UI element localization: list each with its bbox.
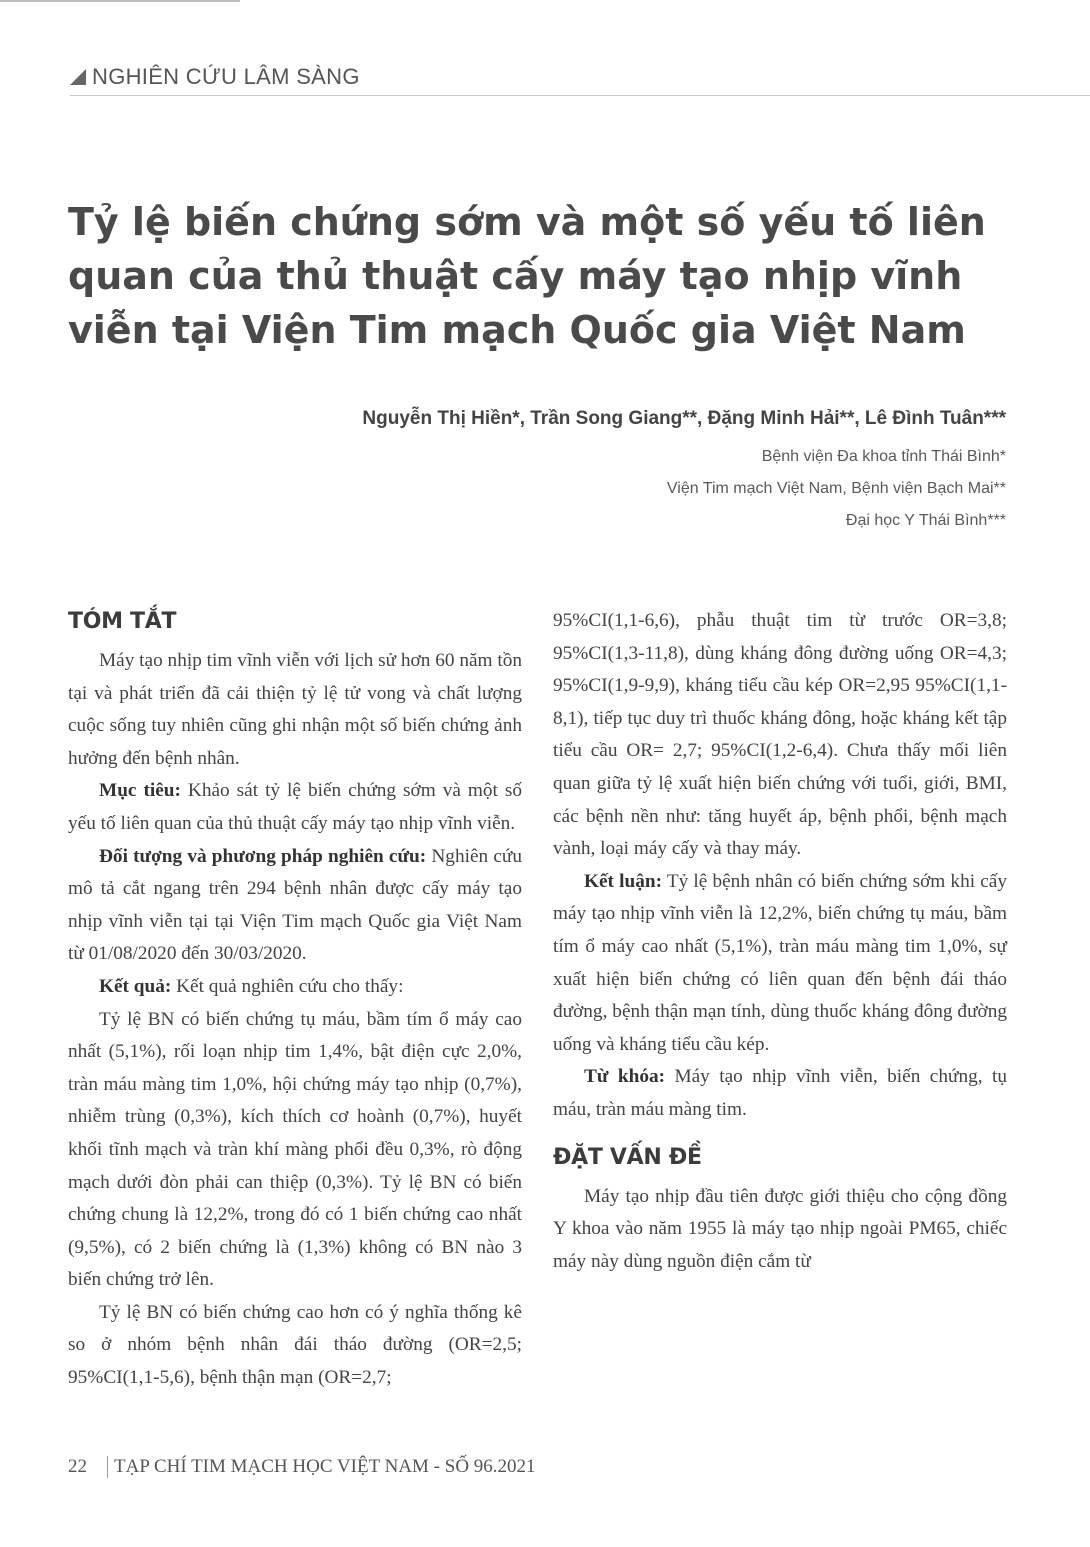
results-detail-2: Tỷ lệ BN có biến chứng cao hơn có ý nghĩa thống kê so ở nhóm bệnh nhân đái tháo đường (OR=2,5; 95%CI(1,1-5,6), bệnh thận mạn (OR=2,7; (68, 1301, 522, 1389)
affiliation-list (667, 447, 1006, 543)
header-divider (70, 95, 1090, 96)
journal-name: TẠP CHÍ TIM MẠCH HỌC VIỆT NAM - SỐ 96.2021 (114, 1456, 536, 1477)
objective-text: Khảo sát tỷ lệ biến chứng sớm và một số yếu tố liên quan của thủ thuật cấy máy tạo nhịp vĩnh viễn. (68, 780, 523, 834)
footer-divider (107, 1456, 108, 1478)
methods-label: Đối tượng và phương pháp nghiên cứu: (99, 845, 427, 867)
objective-label: Mục tiêu: (99, 780, 181, 802)
top-rule (0, 0, 240, 2)
right-column (553, 605, 1007, 1278)
keywords-text: Máy tạo nhịp vĩnh viễn, biến chứng, tụ máu, tràn máu màng tim. (553, 1066, 1007, 1120)
author-list: Nguyễn Thị Hiền*, Trần Song Giang**, Đặng Minh Hải**, Lê Đình Tuân*** (362, 408, 1006, 429)
page-number: 22 (68, 1456, 87, 1477)
left-column (68, 605, 522, 1395)
intro-heading: ĐẶT VẤN ĐỀ (553, 1144, 702, 1170)
conclusion-text: Tỷ lệ bệnh nhân có biến chứng sớm khi cấy máy tạo nhịp vĩnh viễn là 12,2%, biến chứng tụ máu, bầm tím ổ máy cao nhất (5,1%), tràn máu màng tim 1,0%, sự xuất hiện biến chứng có liên quan đến bệnh đái tháo đường, bệnh thận mạn tính, dùng thuốc kháng đông đường uống và kháng tiểu cầu kép. (553, 870, 1007, 1055)
intro-paragraph: Máy tạo nhịp đầu tiên được giới thiệu cho cộng đồng Y khoa vào năm 1955 là máy tạo nhịp ngoài PM65, chiếc máy này dùng nguồn điện cắm từ (553, 1185, 1007, 1272)
affiliation: Đại học Y Thái Bình*** (845, 512, 1006, 529)
summary-intro: Máy tạo nhịp tim vĩnh viễn với lịch sử hơn 60 năm tồn tại và phát triển đã cải thiện tỷ lệ tử vong và chất lượng cuộc sống tuy nhiên cũng ghi nhận một số biến chứng ảnh hưởng đến bệnh nhân. (68, 650, 522, 769)
keywords-label: Từ khóa: (584, 1066, 666, 1088)
keywords-paragraph (553, 1061, 1007, 1126)
methods-text: Nghiên cứu mô tả cắt ngang trên 294 bệnh nhân được cấy máy tạo nhịp vĩnh viễn tại tại Viện Tim mạch Quốc gia Việt Nam từ 01/08/2020 đến 30/03/2020. (68, 845, 522, 965)
results-paragraph (68, 971, 522, 1004)
affiliation: Viện Tim mạch Việt Nam, Bệnh viện Bạch Mai** (666, 480, 1006, 497)
objective-paragraph (68, 775, 522, 840)
page-footer (68, 1456, 536, 1478)
right-column-body (553, 605, 1007, 1278)
results-detail-1: Tỷ lệ BN có biến chứng tụ máu, bầm tím ổ máy cao nhất (5,1%), rối loạn nhịp tim 1,4%, bật điện cực 2,0%, tràn máu màng tim 1,0%, hội chứng máy tạo nhịp (0,7%), nhiễm trùng (0,3%), kích thích cơ hoành (0,7%), huyết khối tĩnh mạch và tràn khí màng phổi đều 0,3%, rò động mạch dưới đòn phải can thiệp (0,3%). Tỷ lệ BN có biến chứng chung là 12,2%, trong đó có 1 biến chứng cao nhất (9,5%), có 2 biến chứng là (1,3%) không có BN nào 3 biến chứng trở lên. (68, 1008, 522, 1291)
methods-paragraph (68, 841, 522, 971)
section-header (70, 64, 360, 90)
results-label: Kết quả: (99, 975, 172, 997)
affiliation: Bệnh viện Đa khoa tỉnh Thái Bình* (761, 448, 1006, 465)
results-text: Kết quả nghiên cứu cho thấy: (171, 975, 404, 997)
conclusion-paragraph (553, 866, 1007, 1062)
article-title: Tỷ lệ biến chứng sớm và một số yếu tố liên quan của thủ thuật cấy máy tạo nhịp vĩnh viễn tại Viện Tim mạch Quốc gia Việt Nam (68, 200, 986, 352)
conclusion-label: Kết luận: (584, 870, 663, 892)
results-detail-2-continued: 95%CI(1,1-6,6), phẫu thuật tim từ trước OR=3,8; 95%CI(1,3-11,8), dùng kháng đông đường uống OR=4,3; 95%CI(1,9-9,9), kháng tiểu cầu kép OR=2,95 95%CI(1,1-8,1), tiếp tục duy trì thuốc kháng đông, hoặc kháng kết tập tiểu cầu OR= 2,7; 95%CI(1,2-6,4). Chưa thấy mối liên quan giữa tỷ lệ xuất hiện biến chứng với tuổi, giới, BMI, các bệnh nền như: tăng huyết áp, bệnh phổi, bệnh mạch vành, loại máy cấy và thay máy. (553, 610, 1007, 860)
triangle-icon (70, 69, 86, 85)
summary-heading: TÓM TẮT (68, 609, 177, 634)
section-label: NGHIÊN CỨU LÂM SÀNG (92, 64, 360, 89)
